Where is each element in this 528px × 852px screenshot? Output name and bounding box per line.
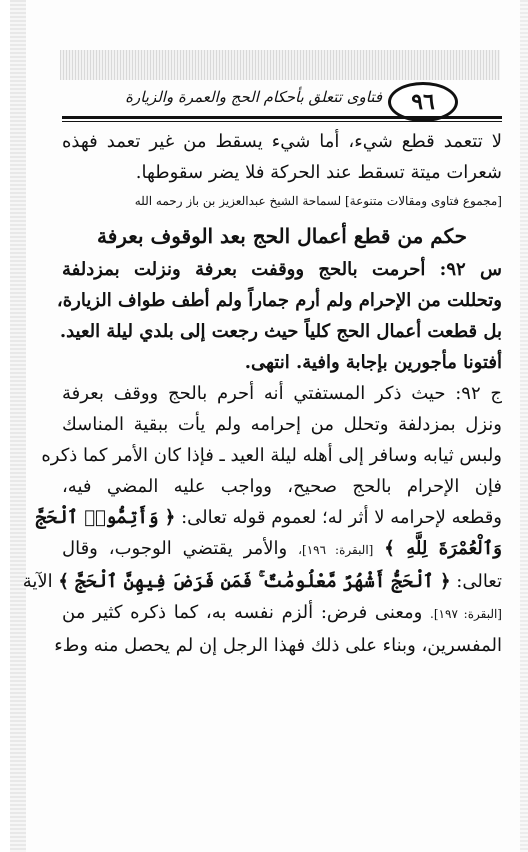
top-ornament-band: [60, 50, 500, 80]
answer-line: ونزل بمزدلفة وتحلل من إحرامه ولم يأت ببقية المناسك: [62, 414, 502, 435]
intro-line: لا تتعمد قطع شيء، أما شيء يسقط من غير تعمد فهذه: [62, 131, 502, 152]
quran-verse: ﴿ ٱلْحَجُّ أَشْهُرٌ مَّعْلُومَٰتٌ ۚ فَمَن فَرَضَ فِيهِنَّ ٱلْحَجَّ ﴾: [58, 571, 451, 592]
question-line: أفتونا مأجورين بإجابة وافية. انتهى.: [244, 352, 502, 373]
quran-verse: ﴿ وَأَتِمُّوا۟ ٱلْحَجَّ: [35, 507, 176, 528]
answer-text: وقطعه لإحرامه لا أثر له؛ لعموم قوله تعالى:: [181, 507, 502, 528]
verse-reference: [البقرة: ١٩٧].: [430, 607, 502, 621]
answer-line: المفسرين، وبناء على ذلك فهذا الرجل إن لم يحصل منه وطء: [54, 635, 502, 656]
answer-line: [35, 502, 502, 533]
answer-text: الآية: [22, 571, 53, 592]
answer-line: ج ٩٢: حيث ذكر المستفتي أنه أحرم بالحج ووقف بعرفة: [62, 383, 503, 404]
answer-line: [62, 533, 502, 566]
intro-line: شعرات ميتة تسقط عند الحركة فلا يضر سقوطها.: [135, 162, 502, 183]
answer-text: والأمر يقتضي الوجوب، وقال: [62, 538, 288, 559]
answer-line: [22, 566, 502, 597]
running-title: فتاوى تتعلق بأحكام الحج والعمرة والزيارة: [125, 88, 382, 106]
question-line: بل قطعت أعمال الحج كلياً حيث رجعت إلى بلدي ليلة العيد.: [59, 321, 502, 342]
page-number: ٩٦: [388, 82, 458, 122]
quran-verse: وَٱلْعُمْرَةَ لِلَّهِ ﴾: [384, 538, 502, 559]
question-line: س ٩٢: أحرمت بالحج ووقفت بعرفة ونزلت بمزدلفة: [62, 259, 502, 280]
page-edge-left: [10, 0, 26, 852]
page-content: [22, 126, 503, 661]
page-edge-right: [520, 0, 528, 852]
section-title: حكم من قطع أعمال الحج بعد الوقوف بعرفة: [96, 224, 467, 248]
source-citation: [مجموع فتاوى ومقالات متنوعة] لسماحة الشيخ عبدالعزيز بن باز رحمه الله: [134, 194, 502, 208]
answer-line: فإن الإحرام بالحج صحيح، وواجب عليه المضي فيه،: [62, 476, 502, 497]
answer-line: ولبس ثيابه وسافر إلى أهله ليلة العيد ـ فإذا كان الأمر كما ذكره: [41, 445, 502, 466]
answer-line: [62, 597, 502, 630]
header-rule-thin: [62, 121, 502, 122]
answer-text: تعالى:: [456, 571, 502, 592]
answer-text: ومعنى فرض: ألزم نفسه به، كما ذكره كثير من: [62, 602, 423, 623]
question-line: وتحللت من الإحرام ولم أرم جماراً ولم أطف طواف الزيارة،: [56, 290, 502, 311]
header-rule: [62, 116, 502, 119]
verse-reference: [البقرة: ١٩٦]،: [298, 543, 374, 557]
